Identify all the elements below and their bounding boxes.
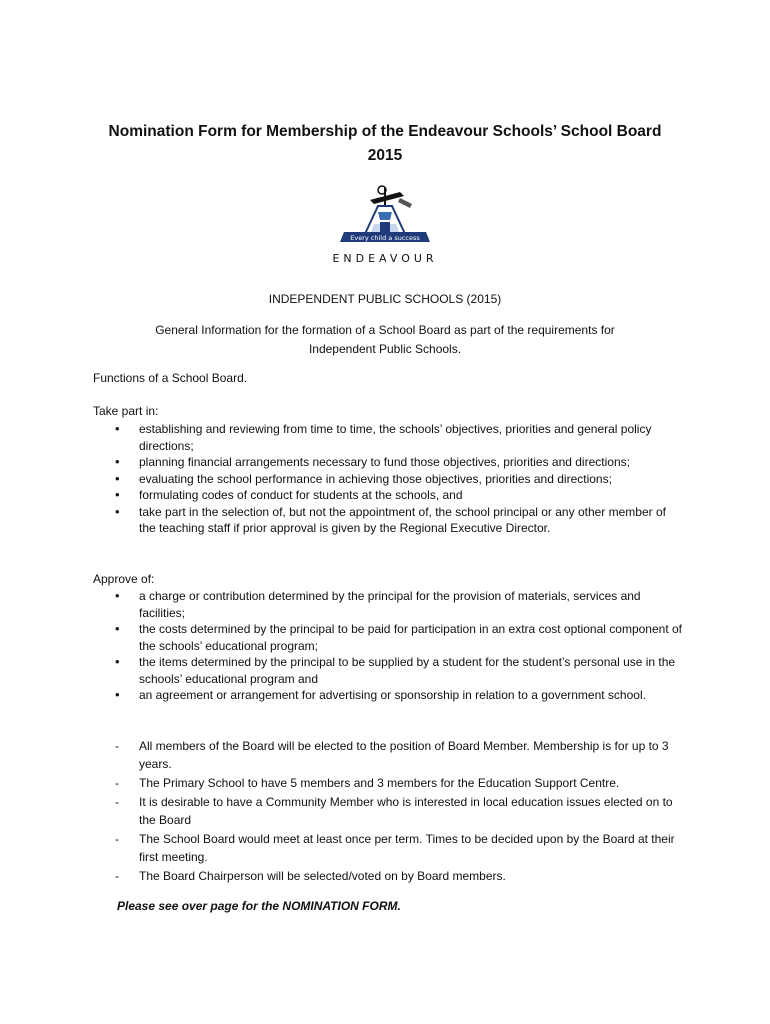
- take-part-list: [93, 421, 683, 537]
- list-item: • the costs determined by the principal to be paid for participation in an extra cost optional component of the schools’ educational program;: [93, 621, 683, 654]
- general-info-line-1: General Information for the formation of a School Board as part of the requirements for: [155, 323, 615, 337]
- subtitle: INDEPENDENT PUBLIC SCHOOLS (2015): [268, 292, 502, 306]
- list-item: • a charge or contribution determined by the principal for the provision of materials, services and facilities;: [93, 588, 683, 621]
- list-item: • evaluating the school performance in achieving those objectives, priorities and directions;: [93, 471, 683, 488]
- list-item: - The Primary School to have 5 members and 3 members for the Education Support Centre.: [93, 774, 683, 792]
- take-part-heading: Take part in:: [93, 404, 159, 418]
- list-item: • formulating codes of conduct for students at the schools, and: [93, 487, 683, 504]
- list-item: • planning financial arrangements necessary to fund those objectives, priorities and directions;: [93, 454, 683, 471]
- title-line-1: Nomination Form for Membership of the Endeavour Schools’ School Board: [108, 123, 662, 140]
- general-info-line-2: Independent Public Schools.: [308, 342, 462, 356]
- functions-heading: Functions of a School Board.: [93, 371, 248, 385]
- list-item: - The School Board would meet at least once per term. Times to be decided upon by the Board at their first meeting.: [93, 830, 683, 866]
- list-item: - All members of the Board will be elected to the position of Board Member. Membership is for up to 3 years.: [93, 737, 683, 773]
- list-item: - It is desirable to have a Community Member who is interested in local education issues elected on to the Board: [93, 793, 683, 829]
- approve-list: [93, 588, 683, 704]
- list-item: • an agreement or arrangement for advertising or sponsorship in relation to a government school.: [93, 687, 683, 704]
- page-title: [80, 120, 690, 168]
- logo-banner-text: Every child a success: [350, 234, 420, 242]
- list-item: • the items determined by the principal to be supplied by a student for the student’s personal use in the schools’ educational program and: [93, 654, 683, 687]
- approve-heading: Approve of:: [93, 572, 155, 586]
- endeavour-logo: [330, 182, 440, 272]
- board-notes-list: [93, 737, 683, 886]
- logo-wordmark: ENDEAVOUR: [332, 252, 438, 265]
- footer-note: Please see over page for the NOMINATION FORM.: [117, 899, 401, 913]
- title-line-2: 2015: [367, 147, 403, 164]
- list-item: • take part in the selection of, but not the appointment of, the school principal or any other member of the teaching staff if prior approval is given by the Regional Executive Director.: [93, 504, 683, 537]
- list-item: • establishing and reviewing from time to time, the schools’ objectives, priorities and general policy directions;: [93, 421, 683, 454]
- list-item: - The Board Chairperson will be selected/voted on by Board members.: [93, 867, 683, 885]
